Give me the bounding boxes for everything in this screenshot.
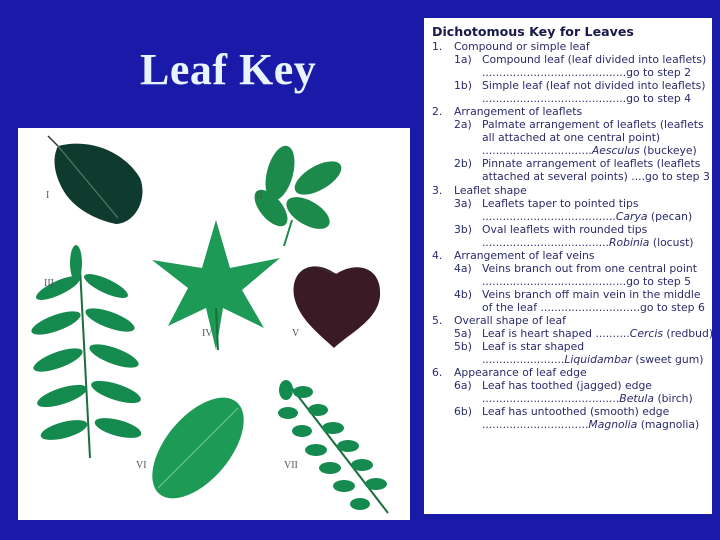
key-genus-name: Carya: [615, 209, 648, 223]
key-line: [432, 301, 706, 314]
key-step-result: go to step 2: [626, 66, 691, 80]
leaf-label-5: V: [292, 328, 300, 339]
key-leader-dots: ........................................: [482, 392, 620, 406]
key-step-text: Leaf has toothed (jagged) edge: [482, 379, 652, 393]
key-step-text: Leaflets taper to pointed tips: [482, 196, 639, 210]
key-step-result: (sweet gum): [631, 353, 704, 367]
key-step-result: (pecan): [647, 209, 693, 223]
key-step-text: Overall shape of leaf: [454, 313, 566, 327]
key-line: [432, 40, 706, 53]
leaf-label-6: VI: [136, 460, 147, 471]
key-step-number: 3a): [454, 196, 472, 210]
key-genus-name: Cercis: [629, 327, 663, 341]
key-leader-dots: ..........................................: [482, 92, 627, 106]
leaf-label-3: III: [44, 278, 54, 289]
key-step-text: Arrangement of leaf veins: [454, 248, 595, 262]
leaf-pecan-illustration: [29, 245, 143, 458]
leaf-magnolia-illustration: [135, 381, 261, 514]
key-title: Dichotomous Key for Leaves: [432, 24, 634, 39]
key-line: [432, 210, 706, 223]
leaf-label-1: I: [46, 190, 50, 201]
key-step-text: Veins branch off main vein in the middle: [482, 287, 701, 301]
key-step-result: go to step 5: [626, 274, 691, 288]
key-step-text: Oval leaflets with rounded tips: [482, 222, 648, 236]
key-step-number: 6a): [454, 379, 472, 393]
slide-title: Leaf Key: [140, 45, 317, 94]
key-step-result: (redbud): [662, 327, 714, 341]
key-step-text: Leaf is star shaped: [482, 340, 585, 354]
key-line: [432, 314, 706, 327]
key-line: [432, 366, 706, 379]
key-leader-dots: ..........................................: [482, 66, 627, 80]
key-leader-dots: ........................: [482, 353, 565, 367]
key-step-text: all attached at one central point): [482, 131, 661, 145]
key-leader-dots: ................................: [482, 144, 592, 158]
key-step-result: (magnolia): [637, 418, 700, 432]
leaf-redbud-illustration: [294, 266, 381, 348]
key-step-text: Appearance of leaf edge: [454, 366, 587, 380]
leaf-label-4: IV: [202, 328, 213, 339]
key-line: [432, 53, 706, 66]
leaf-birch-illustration: [48, 136, 143, 224]
key-genus-name: Liquidambar: [564, 353, 632, 367]
key-line: [432, 131, 706, 144]
key-line: [432, 418, 706, 431]
key-step-number: 2a): [454, 118, 472, 132]
key-leader-dots: .....................................: [482, 235, 609, 249]
key-line: [432, 92, 706, 105]
key-step-number: 4a): [454, 261, 472, 275]
key-step-number: 1b): [454, 79, 472, 93]
key-genus-name: Magnolia: [588, 418, 638, 432]
key-step-text: Veins branch out from one central point: [482, 261, 697, 275]
key-line: [432, 353, 706, 366]
key-line: [432, 144, 706, 157]
key-step-number: 5b): [454, 340, 472, 354]
key-line: [432, 157, 706, 170]
key-step-text: attached at several points) ....go to step 3: [482, 170, 710, 184]
leaf-sweet-gum-illustration: [152, 220, 280, 350]
key-line: [432, 275, 706, 288]
key-step-result: go to step 4: [626, 92, 691, 106]
key-step-text: Arrangement of leaflets: [454, 105, 583, 119]
key-step-text: Pinnate arrangement of leaflets (leaflets: [482, 157, 701, 171]
key-step-number: 2b): [454, 157, 472, 171]
key-step-number: 4.: [432, 248, 443, 262]
key-line: [432, 184, 706, 197]
key-line: [432, 340, 706, 353]
key-step-number: 2.: [432, 105, 443, 119]
key-step-number: 1.: [432, 40, 443, 53]
key-step-number: 1a): [454, 53, 472, 67]
key-line: [432, 379, 706, 392]
key-line: [432, 405, 706, 418]
key-line: [432, 262, 706, 275]
leaf-label-2: II: [256, 190, 263, 201]
leaf-locust-illustration: [278, 380, 388, 513]
key-line: [432, 288, 706, 301]
leaf-label-7: VII: [284, 460, 298, 471]
key-step-number: 3.: [432, 183, 443, 197]
key-leader-dots: ..........................................: [482, 274, 627, 288]
key-line: [432, 236, 706, 249]
key-step-result: (locust): [649, 235, 694, 249]
key-line: [432, 105, 706, 118]
dichotomous-key-panel: [424, 18, 712, 514]
key-line: [432, 223, 706, 236]
key-line: [432, 327, 714, 341]
key-step-number: 5a): [454, 327, 472, 341]
key-step-result: (buckeye): [639, 144, 697, 158]
key-step-text: Simple leaf (leaf not divided into leaflets): [482, 79, 706, 93]
key-step-number: 6b): [454, 405, 472, 419]
key-line: [432, 197, 706, 210]
key-line: [432, 392, 706, 405]
key-step-text: of the leaf .............................go to step 6: [482, 300, 705, 314]
key-line: [432, 66, 706, 79]
key-leader-dots: ...............................: [482, 418, 589, 432]
key-genus-name: Robinia: [609, 235, 650, 249]
key-leader-dots: .......................................: [482, 209, 616, 223]
key-genus-name: Aesculus: [591, 144, 640, 158]
key-line: [432, 79, 706, 92]
leaf-illustration-panel: [18, 128, 410, 520]
key-step-result: (birch): [654, 392, 693, 406]
key-step-number: 5.: [432, 313, 443, 327]
leaf-buckeye-illustration: [248, 143, 346, 246]
key-step-text: Leaflet shape: [454, 183, 527, 197]
leaf-illustrations: [18, 128, 410, 520]
key-step-text: Palmate arrangement of leaflets (leaflets: [482, 118, 704, 132]
key-step-text: Leaf has untoothed (smooth) edge: [482, 405, 670, 419]
key-line: [432, 170, 710, 184]
key-step-text: Compound or simple leaf: [454, 40, 590, 53]
key-genus-name: Betula: [619, 392, 655, 406]
key-step-number: 6.: [432, 366, 443, 380]
key-line: [432, 118, 706, 131]
key-step-text: Leaf is heart shaped ..........: [482, 327, 630, 341]
key-steps: [432, 40, 714, 432]
key-line: [432, 249, 706, 262]
key-step-number: 4b): [454, 287, 472, 301]
key-step-text: Compound leaf (leaf divided into leaflets): [482, 53, 707, 67]
key-step-number: 3b): [454, 222, 472, 236]
